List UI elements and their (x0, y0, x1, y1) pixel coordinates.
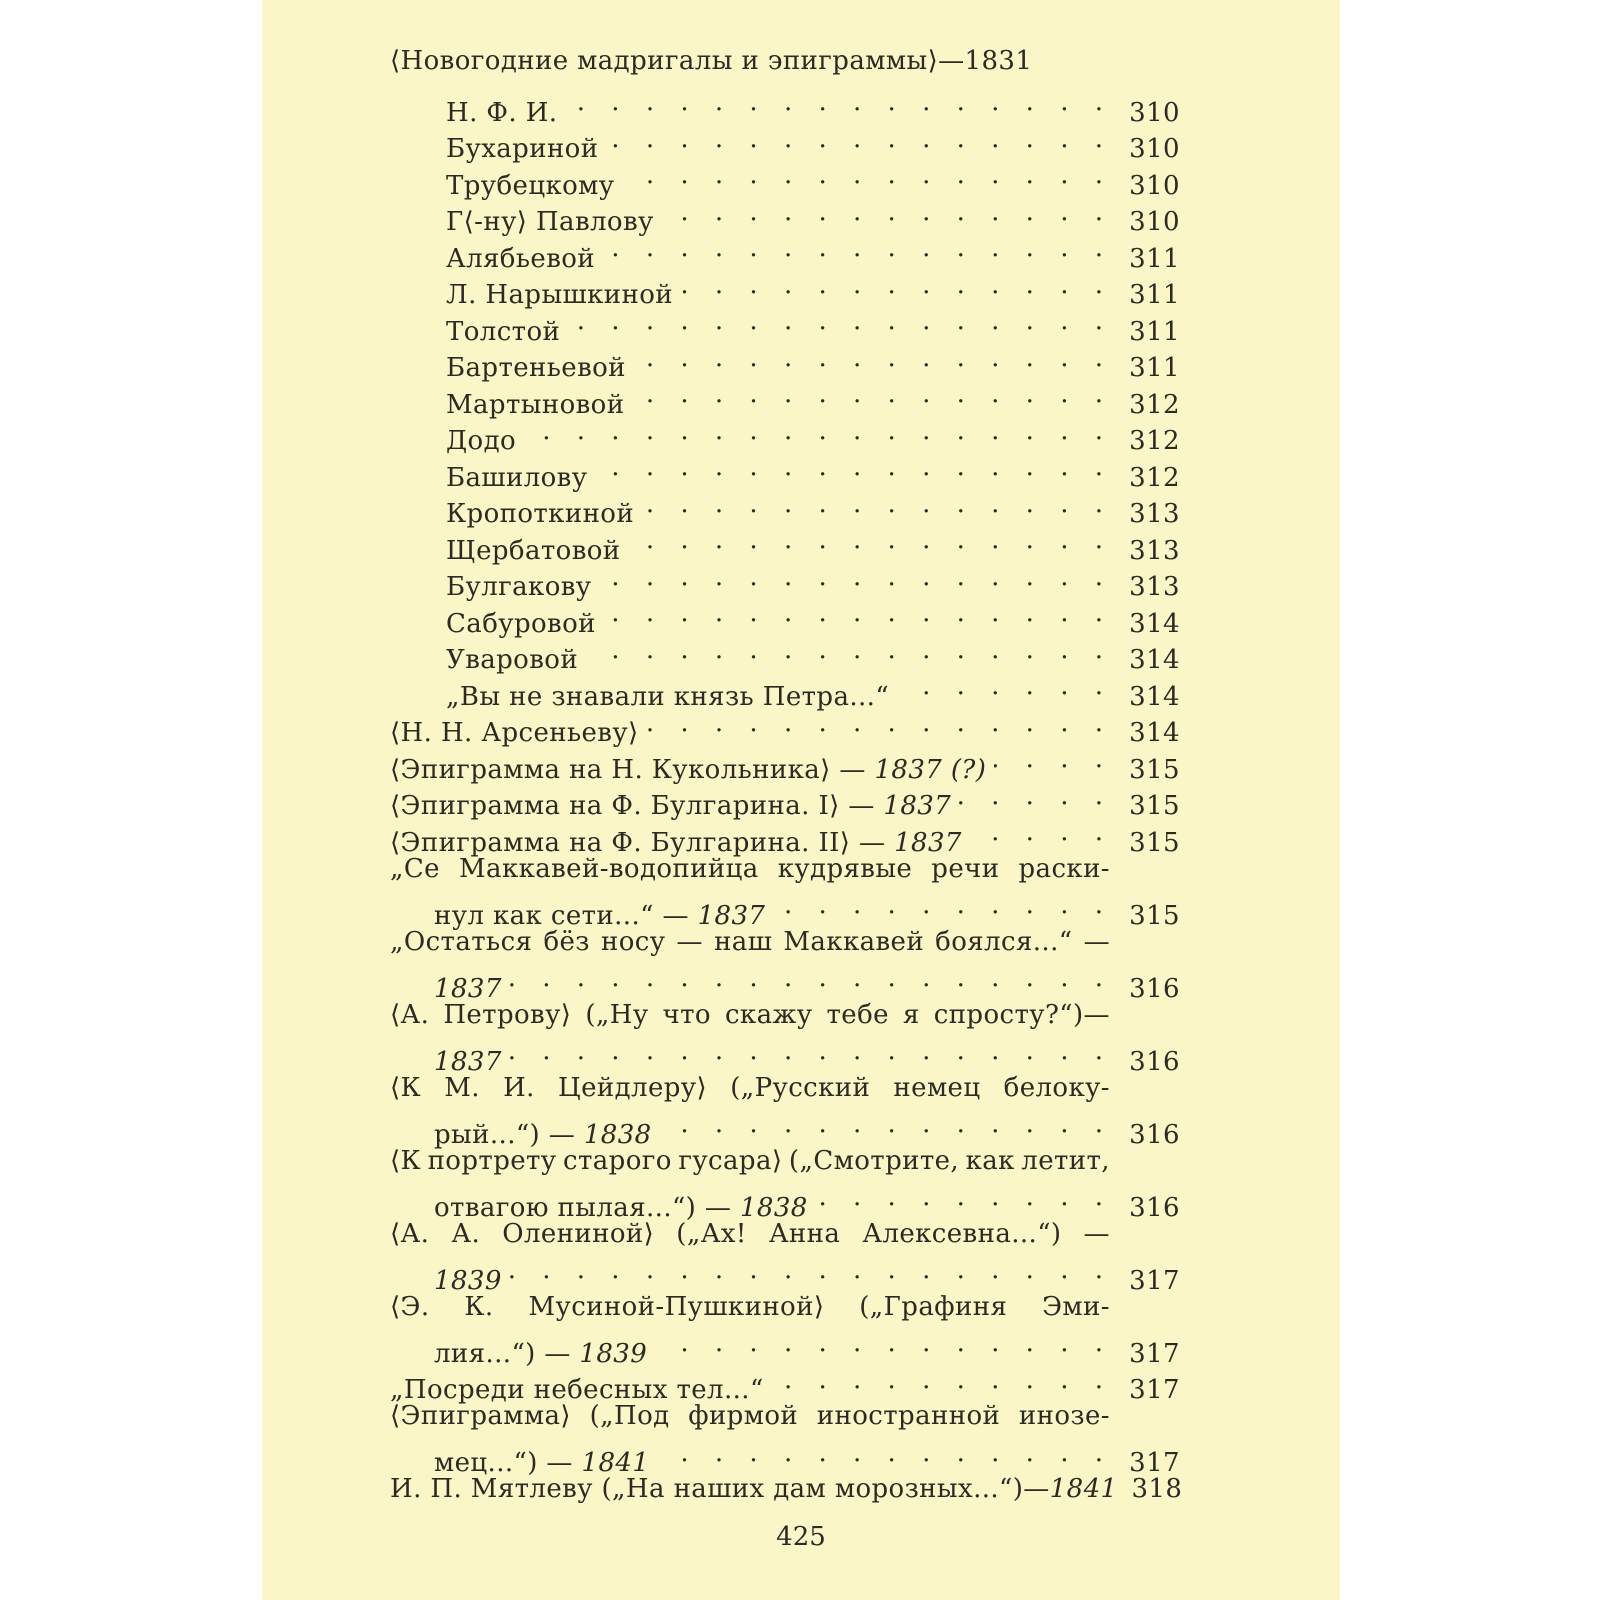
entry-page: 313 (1129, 535, 1180, 566)
dot-leader (606, 121, 1112, 158)
toc-entry (390, 157, 1180, 201)
entry-word: ⟨Э. (390, 1291, 430, 1322)
entry-page: 314 (1129, 681, 1180, 712)
entry-year: 1837 (883, 791, 952, 821)
entry-word: ⟨А. (390, 1218, 430, 1249)
dot-leader (510, 960, 1112, 997)
entry-title-text: Л. Нарышкиной (446, 280, 673, 310)
entry-word: раски- (1018, 853, 1110, 884)
sub-entry-list (390, 84, 1180, 712)
entry-page: 317 (1129, 1448, 1180, 1478)
entry-title-text: ⟨Эпиграмма на Н. Кукольника⟩ — (390, 754, 875, 785)
dot-leader (629, 522, 1112, 559)
entry-page: 314 (1129, 718, 1180, 748)
table-of-contents (390, 38, 1183, 1508)
dot-leader (586, 632, 1112, 669)
entry-word: немец (893, 1072, 981, 1103)
entry-second-line (390, 1033, 1180, 1077)
multiline-entry-list (390, 851, 1180, 1369)
entry-word: И. (503, 1072, 535, 1103)
entry-title (390, 825, 970, 862)
entry-page: 314 (1129, 645, 1180, 675)
entry-title-text: рый...“) — (434, 1119, 584, 1150)
entry-year: 1839 (579, 1338, 648, 1369)
dot-leader (568, 303, 1112, 340)
entry-word: („Смотрите, (788, 1145, 960, 1176)
toc-entry (390, 486, 1180, 529)
entry-page: 316 (1129, 973, 1180, 1004)
toc-entry (390, 449, 1180, 493)
entry-list-2 (390, 1362, 1180, 1405)
entry-page: 315 (1129, 754, 1180, 785)
entry-word: речи (931, 853, 1000, 884)
entry-word: Эми- (1042, 1291, 1110, 1322)
entry-title-text: „Посреди небесных тел...“ (390, 1375, 764, 1405)
entry-word: ⟨А. (390, 999, 430, 1030)
entry-title-text: Додо (446, 426, 517, 456)
entry-word: бёз (543, 926, 590, 957)
entry-title (434, 1263, 510, 1300)
entry-title-text: Щербатовой (446, 535, 621, 566)
entry-page: 310 (1129, 97, 1180, 128)
entry-year: 1837 (434, 973, 502, 1004)
entry-second-line (390, 1435, 1180, 1478)
entry-year: 1838 (739, 1192, 808, 1223)
entry-word: что (662, 999, 711, 1030)
toc-entry (390, 230, 1180, 274)
entry-title-text: „Вы не знавали князь Петра...“ (446, 681, 890, 712)
toc-entry-multiline (390, 1143, 1180, 1223)
toc-entry-last (390, 1471, 1183, 1508)
entry-page: 311 (1129, 316, 1180, 347)
toc-entry-multiline (390, 851, 1180, 931)
entry-title-text: Толстой (446, 316, 561, 347)
toc-entry (390, 413, 1180, 456)
dot-leader (662, 194, 1112, 231)
entry-year: 1837 (434, 1046, 502, 1077)
toc-entry (390, 376, 1180, 420)
entry-title (390, 1372, 772, 1409)
entry-page: 316 (1129, 1192, 1180, 1223)
toc-entry-multiline (390, 1070, 1180, 1150)
entry-word: А. (451, 1218, 481, 1249)
entry-title-text: Мартыновой (446, 389, 625, 420)
entry-title-text: Булгакову (446, 572, 592, 602)
dot-leader (657, 1435, 1112, 1472)
entry-title (434, 1117, 660, 1154)
entry-page: 313 (1129, 499, 1180, 529)
toc-entry-multiline (390, 1398, 1180, 1478)
dot-leader (632, 376, 1112, 413)
dot-leader (622, 157, 1112, 194)
entry-word: Олениной⟩ (502, 1218, 655, 1249)
toc-entry (390, 194, 1180, 237)
entry-title-text: Бухариной (446, 134, 599, 164)
toc-entry (390, 340, 1180, 383)
entry-word: „Се (390, 853, 440, 884)
entry-word: иностранной (816, 1401, 1001, 1431)
entry-title (434, 1190, 816, 1227)
entry-title-text: Н. Ф. И. (446, 97, 558, 128)
dot-leader (634, 340, 1112, 377)
entry-year: 1837 (894, 827, 962, 858)
entry-title (434, 1044, 510, 1081)
dot-leader (773, 887, 1112, 924)
toc-entry (390, 303, 1180, 347)
entry-word: кудрявые (777, 853, 913, 884)
entry-page: 311 (1129, 353, 1180, 383)
entry-word: — (1083, 926, 1110, 957)
toc-entry-multiline (390, 924, 1180, 1004)
entry-word: („Графиня (859, 1291, 1008, 1322)
entry-year: 1838 (583, 1119, 652, 1150)
entry-word: Мусиной-Пушкиной⟩ (528, 1291, 825, 1322)
toc-entry (390, 741, 1180, 785)
toc-entry (390, 1362, 1180, 1405)
entry-word: ⟨Эпиграмма⟩ (390, 1401, 571, 1431)
entry-word: („Под (589, 1401, 670, 1431)
entry-title-text: Трубецкому (446, 170, 615, 201)
entry-word: скажу (724, 999, 813, 1030)
entry-page: 314 (1129, 608, 1180, 639)
entry-second-line (390, 887, 1180, 931)
entry-word: портрету (427, 1145, 557, 1176)
entry-title-text: Г⟨-ну⟩ Павлову (446, 207, 654, 237)
entry-title: И. П. Мятлеву („На наших дам морозных...“)—1841 (390, 1474, 1118, 1504)
entry-page: 318 (1131, 1474, 1183, 1504)
entry-title (434, 898, 773, 935)
entry-word: Алексевна...“) (862, 1218, 1062, 1249)
entry-word: Маккавей-водопийца (459, 853, 759, 884)
toc-entry (390, 595, 1180, 639)
dot-leader (603, 230, 1112, 267)
toc-entry (390, 84, 1180, 128)
entry-word: я (902, 999, 920, 1030)
entry-page: 313 (1129, 572, 1180, 602)
entry-year: 1841 (581, 1448, 650, 1478)
entry-word: („Русский (730, 1072, 871, 1103)
entry-title-text: Бартеньевой (446, 353, 626, 383)
entry-word: ⟨К (390, 1072, 422, 1103)
entry-second-line (390, 1179, 1180, 1223)
toc-entry-multiline (390, 1216, 1180, 1296)
toc-entry (390, 121, 1180, 164)
entry-page: 312 (1129, 462, 1180, 493)
entry-title-text: мец...“) — (434, 1448, 582, 1478)
section-heading: ⟨Новогодние мадригалы и эпиграммы⟩—1831 (390, 46, 1033, 76)
entry-page: 311 (1129, 243, 1180, 274)
entry-second-line (390, 1325, 1180, 1369)
dot-leader (959, 778, 1112, 815)
entry-second-line (390, 960, 1180, 1004)
entry-title-text: нул как сети...“ — (434, 900, 698, 931)
entry-word: боялся...“ (935, 926, 1073, 957)
entry-word: ⟨К (390, 1145, 422, 1176)
toc-entry (390, 559, 1180, 602)
entry-page: 315 (1129, 827, 1180, 858)
toc-entry (390, 705, 1180, 748)
entry-title-text: Кропоткиной (446, 499, 635, 529)
entry-page: 312 (1129, 389, 1180, 420)
dot-leader (565, 84, 1112, 121)
entry-page: 311 (1129, 280, 1180, 310)
dot-leader (772, 1362, 1112, 1399)
entry-word: спросту?“)— (933, 999, 1110, 1030)
entry-page: 316 (1129, 1119, 1180, 1150)
entry-page: 310 (1129, 207, 1180, 237)
dot-leader (524, 413, 1112, 450)
entry-title (434, 971, 510, 1008)
entry-title-text: Сабуровой (446, 608, 596, 639)
entry-word: „Остаться (390, 926, 533, 957)
entry-word: („Ну (585, 999, 649, 1030)
entry-title-text: ⟨Н. Н. Арсеньеву⟩ (390, 718, 639, 748)
entry-title-text: отвагою пылая...“) — (434, 1192, 740, 1223)
entry-word: белоку- (1003, 1072, 1110, 1103)
entry-list (390, 705, 1180, 858)
entry-page: 317 (1129, 1375, 1180, 1405)
entry-word: как (965, 1145, 1015, 1176)
entry-page: 317 (1129, 1265, 1180, 1296)
dot-leader (599, 559, 1112, 596)
dot-leader (647, 705, 1112, 742)
dot-leader (510, 1252, 1112, 1289)
dot-leader (816, 1179, 1112, 1216)
entry-page: 317 (1129, 1338, 1180, 1369)
dot-leader (994, 741, 1112, 778)
entry-second-line (390, 1106, 1180, 1150)
entry-page: 310 (1129, 134, 1180, 164)
entry-word: гусара⟩ (678, 1145, 783, 1176)
entry-page: 310 (1129, 170, 1180, 201)
entry-title-text: лия...“) — (434, 1338, 580, 1369)
entry-word: Петрову⟩ (443, 999, 572, 1030)
entry-title-text: Башилову (446, 462, 588, 493)
dot-leader (660, 1106, 1112, 1143)
entry-word: („Ах! (676, 1218, 747, 1249)
entry-year: 1837 (?) (874, 754, 987, 785)
page-number: 425 (776, 1522, 826, 1552)
entry-page: 316 (1129, 1046, 1180, 1077)
entry-year: 1837 (697, 900, 766, 931)
entry-word: Маккавей (783, 926, 925, 957)
multiline-entry-list-2 (390, 1398, 1180, 1478)
entry-word: старого (563, 1145, 672, 1176)
dot-leader (510, 1033, 1112, 1070)
entry-word: К. (464, 1291, 494, 1322)
toc-entry (390, 632, 1180, 675)
dot-leader (642, 486, 1112, 523)
entry-word: наш (714, 926, 773, 957)
entry-word: Цейдлеру⟩ (558, 1072, 708, 1103)
toc-entry (390, 778, 1180, 821)
toc-entry-multiline (390, 997, 1180, 1077)
dot-leader (595, 449, 1112, 486)
entry-word: — (676, 926, 703, 957)
dot-leader (970, 814, 1112, 851)
toc-entry-multiline (390, 1289, 1180, 1369)
toc-entry (390, 522, 1180, 566)
entry-second-line (390, 1252, 1180, 1296)
entry-year: 1839 (434, 1265, 502, 1296)
dot-leader (655, 1325, 1112, 1362)
entry-page: 312 (1129, 426, 1180, 456)
entry-page: 315 (1129, 900, 1180, 931)
dot-leader (681, 267, 1112, 304)
book-page (262, 0, 1340, 1600)
entry-title-text: ⟨Эпиграмма на Ф. Булгарина. II⟩ — (390, 827, 895, 858)
entry-word: Анна (768, 1218, 841, 1249)
entry-word: фирмой (688, 1401, 799, 1431)
entry-title-text: Алябьевой (446, 243, 596, 274)
toc-entry (390, 814, 1180, 858)
entry-word: — (1083, 1218, 1110, 1249)
toc-entry (390, 668, 1180, 712)
entry-word: тебе (826, 999, 889, 1030)
entry-word: летит, (1021, 1145, 1110, 1176)
entry-title-text: Уваровой (446, 645, 579, 675)
toc-entry (390, 267, 1180, 310)
dot-leader (897, 668, 1112, 705)
dot-leader (604, 595, 1112, 632)
entry-word: носу (600, 926, 666, 957)
entry-word: М. (444, 1072, 480, 1103)
entry-title-text: ⟨Эпиграмма на Ф. Булгарина. I⟩ — (390, 791, 884, 821)
entry-word: инозе- (1018, 1401, 1110, 1431)
entry-page: 315 (1129, 791, 1180, 821)
